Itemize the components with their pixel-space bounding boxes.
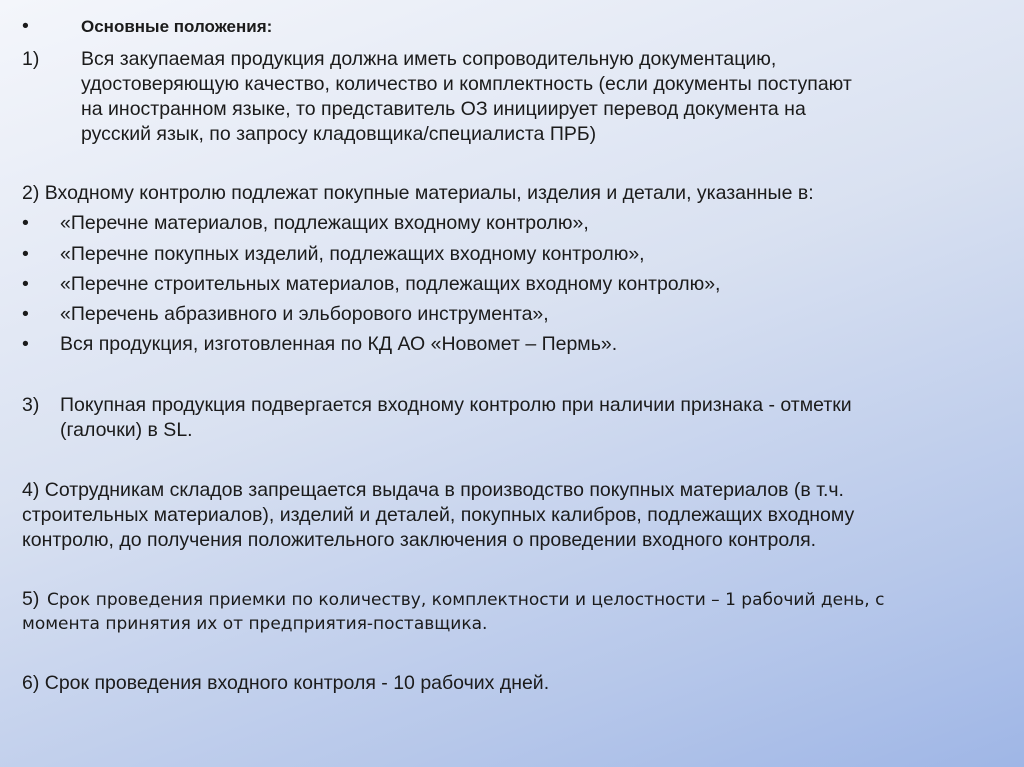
item-6-text: 6) Срок проведения входного контроля - 10 рабочих дней. bbox=[22, 672, 550, 694]
section-title: Основные положения: bbox=[81, 17, 273, 36]
item-5-line: момента принятия их от предприятия-поставщика. bbox=[22, 614, 488, 634]
list-item-text: «Перечне строительных материалов, подлежащих входному контролю», bbox=[60, 273, 721, 295]
bullet-icon: • bbox=[22, 243, 29, 265]
item-3-line: (галочки) в SL. bbox=[60, 419, 193, 441]
item-4-line: строительных материалов), изделий и деталей, покупных калибров, подлежащих входному bbox=[22, 504, 855, 526]
list-item-text: Вся продукция, изготовленная по КД АО «Новомет – Пермь». bbox=[60, 333, 618, 355]
item-3-marker: 3) bbox=[22, 394, 40, 416]
bullet-icon: • bbox=[22, 333, 29, 355]
list-item-text: «Перечне покупных изделий, подлежащих входному контролю», bbox=[60, 243, 645, 265]
item-4-line: контролю, до получения положительного заключения о проведении входного контроля. bbox=[22, 529, 817, 551]
item-1-line: Вся закупаемая продукция должна иметь сопроводительную документацию, bbox=[81, 48, 777, 70]
item-3-line: Покупная продукция подвергается входному контролю при наличии признака - отметки bbox=[60, 394, 852, 416]
item-1-line: удостоверяющую качество, количество и комплектность (если документы поступают bbox=[81, 73, 852, 95]
bullet-icon: • bbox=[22, 212, 29, 234]
bullet-icon: • bbox=[22, 15, 29, 37]
item-4-line: 4) Сотрудникам складов запрещается выдача в производство покупных материалов (в т.ч. bbox=[22, 479, 844, 501]
item-5-line: Срок проведения приемки по количеству, комплектности и целостности – 1 рабочий день, с bbox=[47, 590, 885, 610]
item-1-line: русский язык, по запросу кладовщика/специалиста ПРБ) bbox=[81, 123, 597, 145]
list-item-text: «Перечень абразивного и эльборового инструмента», bbox=[60, 303, 549, 325]
item-5-marker: 5) bbox=[22, 588, 40, 610]
item-1-line: на иностранном языке, то представитель ОЗ инициирует перевод документа на bbox=[81, 98, 806, 120]
item-2-intro: 2) Входному контролю подлежат покупные материалы, изделия и детали, указанные в: bbox=[22, 182, 814, 204]
item-1-marker: 1) bbox=[22, 48, 40, 70]
bullet-icon: • bbox=[22, 273, 29, 295]
bullet-icon: • bbox=[22, 303, 29, 325]
list-item-text: «Перечне материалов, подлежащих входному контролю», bbox=[60, 212, 589, 234]
